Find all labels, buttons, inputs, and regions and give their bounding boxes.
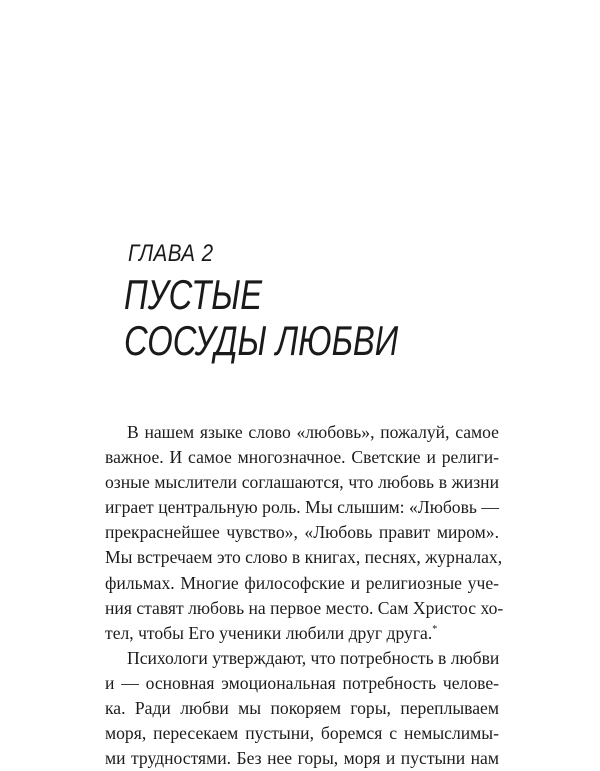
chapter-label: ГЛАВА 2 bbox=[128, 240, 214, 267]
text-line: и — основная эмоциональная потребность челове- bbox=[105, 672, 499, 693]
footnote-mark: * bbox=[432, 623, 438, 635]
text-line: ния ставят любовь на первое место. Сам Христос хо- bbox=[105, 597, 504, 618]
text-line: играет центральную роль. Мы слышим: «Любовь — bbox=[105, 497, 499, 518]
chapter-title-line-2: СОСУДЫ ЛЮБВИ bbox=[124, 317, 399, 364]
text-line: важное. И самое многозначное. Светские и религи- bbox=[105, 447, 499, 468]
text-line: Психологи утверждают, что потребность в любви bbox=[127, 647, 500, 668]
text-line-content: тел, чтобы Его ученики любили друг друга. bbox=[105, 622, 433, 643]
text-line: В нашем языке слово «любовь», пожалуй, самое bbox=[127, 422, 499, 442]
chapter-title bbox=[124, 272, 398, 364]
text-line: ка. Ради любви мы покоряем горы, переплываем bbox=[105, 698, 499, 719]
text-line: фильмах. Многие философские и религиозные уче- bbox=[105, 572, 499, 593]
text-line: озные мыслители соглашаются, что любовь в жизни bbox=[105, 472, 499, 493]
text-line: Мы встречаем это слово в книгах, песнях, журналах, bbox=[105, 547, 503, 568]
body-text bbox=[105, 420, 504, 771]
text-line: ми трудностями. Без нее горы, моря и пустыни нам bbox=[105, 748, 499, 769]
chapter-title-line-1: ПУСТЫЕ bbox=[124, 271, 263, 318]
text-line-with-footnote bbox=[105, 621, 499, 646]
text-line: прекраснейшее чувство», «Любовь правит миром». bbox=[105, 522, 499, 543]
text-line: моря, пересекаем пустыни, боремся с немыслимы- bbox=[105, 723, 499, 744]
